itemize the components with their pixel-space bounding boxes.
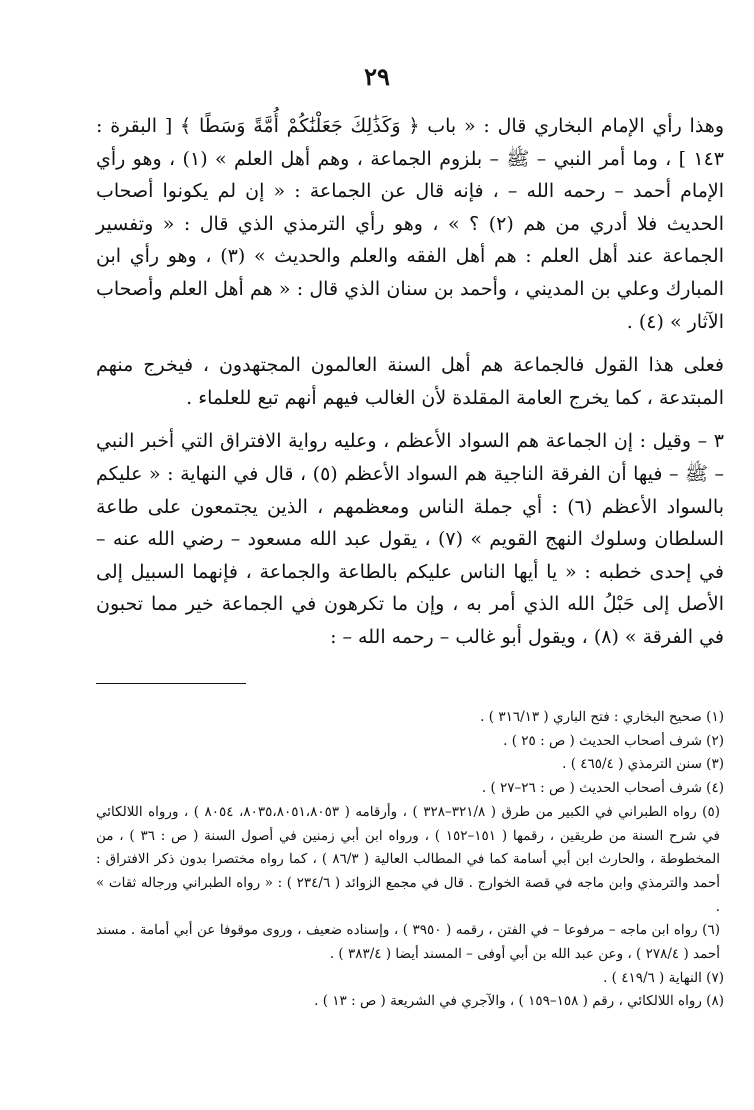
main-text bbox=[96, 110, 724, 654]
paragraph-bukhari-opinion: وهذا رأي الإمام البخاري قال : « باب ﴿ وَكَذَٰلِكَ جَعَلْنَٰكُمْ أُمَّةً وَسَطًا ﴾ [ البقرة : ١٤٣ ] ، وما أمر النبي – ﷺ – بلزوم الجماعة ، وهم أهل العلم » (١) ، وهو رأي الإمام أحمد – رحمه الله – ، فإنه قال عن الجماعة : « إن لم يكونوا أصحاب الحديث فلا أدري من هم (٢) ؟ » ، وهو رأي الترمذي الذي قال : « وتفسير الجماعة عند أهل العلم : هم أهل الفقه والعلم والحديث » (٣) ، وهو رأي ابن المبارك وعلي بن المديني ، وأحمد بن سنان الذي قال : « هم أهل العلم وأصحاب الآثار » (٤) . bbox=[96, 115, 725, 333]
paragraph-sawad-azam: ٣ – وقيل : إن الجماعة هم السواد الأعظم ، وعليه رواية الافتراق التي أخبر النبي – ﷺ – فيها أن الفرقة الناجية هم السواد الأعظم (٥) ، قال في النهاية : « عليكم بالسواد الأعظم (٦) : أي جملة الناس ومعظمهم ، الذين يجتمعون على طاعة السلطان وسلوك النهج القويم » (٧) ، يقول عبد الله مسعود – رضي الله عنه – في إحدى خطبه : « يا أيها الناس عليكم بالطاعة والجماعة ، فإنهما السبيل إلى الأصل إلى حَبْلُ الله الذي أمر به ، وإن ما تكرهون في الجماعة خير مما تحبون في الفرقة » (٨) ، ويقول أبو غالب – رحمه الله – : bbox=[96, 430, 724, 648]
footnote-3: (٣) سنن الترمذي ( ٤٦٥/٤ ) . bbox=[562, 756, 724, 773]
page-number: ٢٩ bbox=[364, 62, 390, 91]
footnote-8: (٨) رواه اللالكائي ، رقم ( ١٥٨–١٥٩ ) ، والآجري في الشريعة ( ص : ١٣ ) . bbox=[314, 993, 724, 1010]
footnotes bbox=[96, 706, 724, 1014]
footnote-7: (٧) النهاية ( ٤١٩/٦ ) . bbox=[603, 969, 724, 986]
footnote-6: (٦) رواه ابن ماجه – مرفوعا – في الفتن ، رقمه ( ٣٩٥٠ ) ، وإسناده ضعيف ، وروى موقوفا عن أبي أمامة . مسند أحمد ( ٢٧٨/٤ ) ، وعن عبد الله بن أبي أوفى – المسند أيضا ( ٣٨٣/٤ ) . bbox=[96, 922, 720, 963]
footnote-divider bbox=[96, 683, 246, 684]
footnote-2: (٢) شرف أصحاب الحديث ( ص : ٢٥ ) . bbox=[503, 732, 724, 749]
footnote-4: (٤) شرف أصحاب الحديث ( ص : ٢٦–٢٧ ) . bbox=[481, 780, 724, 797]
footnote-5: (٥) رواه الطبراني في الكبير من طرق ( ٣٢١/٨–٣٢٨ ) ، وأرقامه ( ٨٠٣٥،٨٠٥١،٨٠٥٣، ٨٠٥٤ ) ، ورواه اللالكائي في شرح السنة من طريقين ، رقمها ( ١٥١–١٥٢ ) ، ورواه ابن أبي زمنين في أصول السنة ( ص : ٣٦ ) ، من المخطوطة ، والحارث ابن أبي أسامة كما في المطالب العالية ( ٨٦/٣ ) ، كما رواه مختصرا بدون ذكر الافتراق : أحمد والترمذي وابن ماجه في قصة الخوارج . قال في مجمع الزوائد ( ٢٣٤/٦ ) : « رواه الطبراني ورجاله ثقات » . bbox=[96, 803, 721, 915]
paragraph-conclusion: فعلى هذا القول فالجماعة هم أهل السنة العالمون المجتهدون ، فيخرج منهم المبتدعة ، كما يخرج العامة المقلدة لأن الغالب فيهم أنهم تبع للعلماء . bbox=[96, 354, 724, 409]
footnote-1: (١) صحيح البخاري : فتح الباري ( ٣١٦/١٣ ) . bbox=[480, 709, 724, 725]
